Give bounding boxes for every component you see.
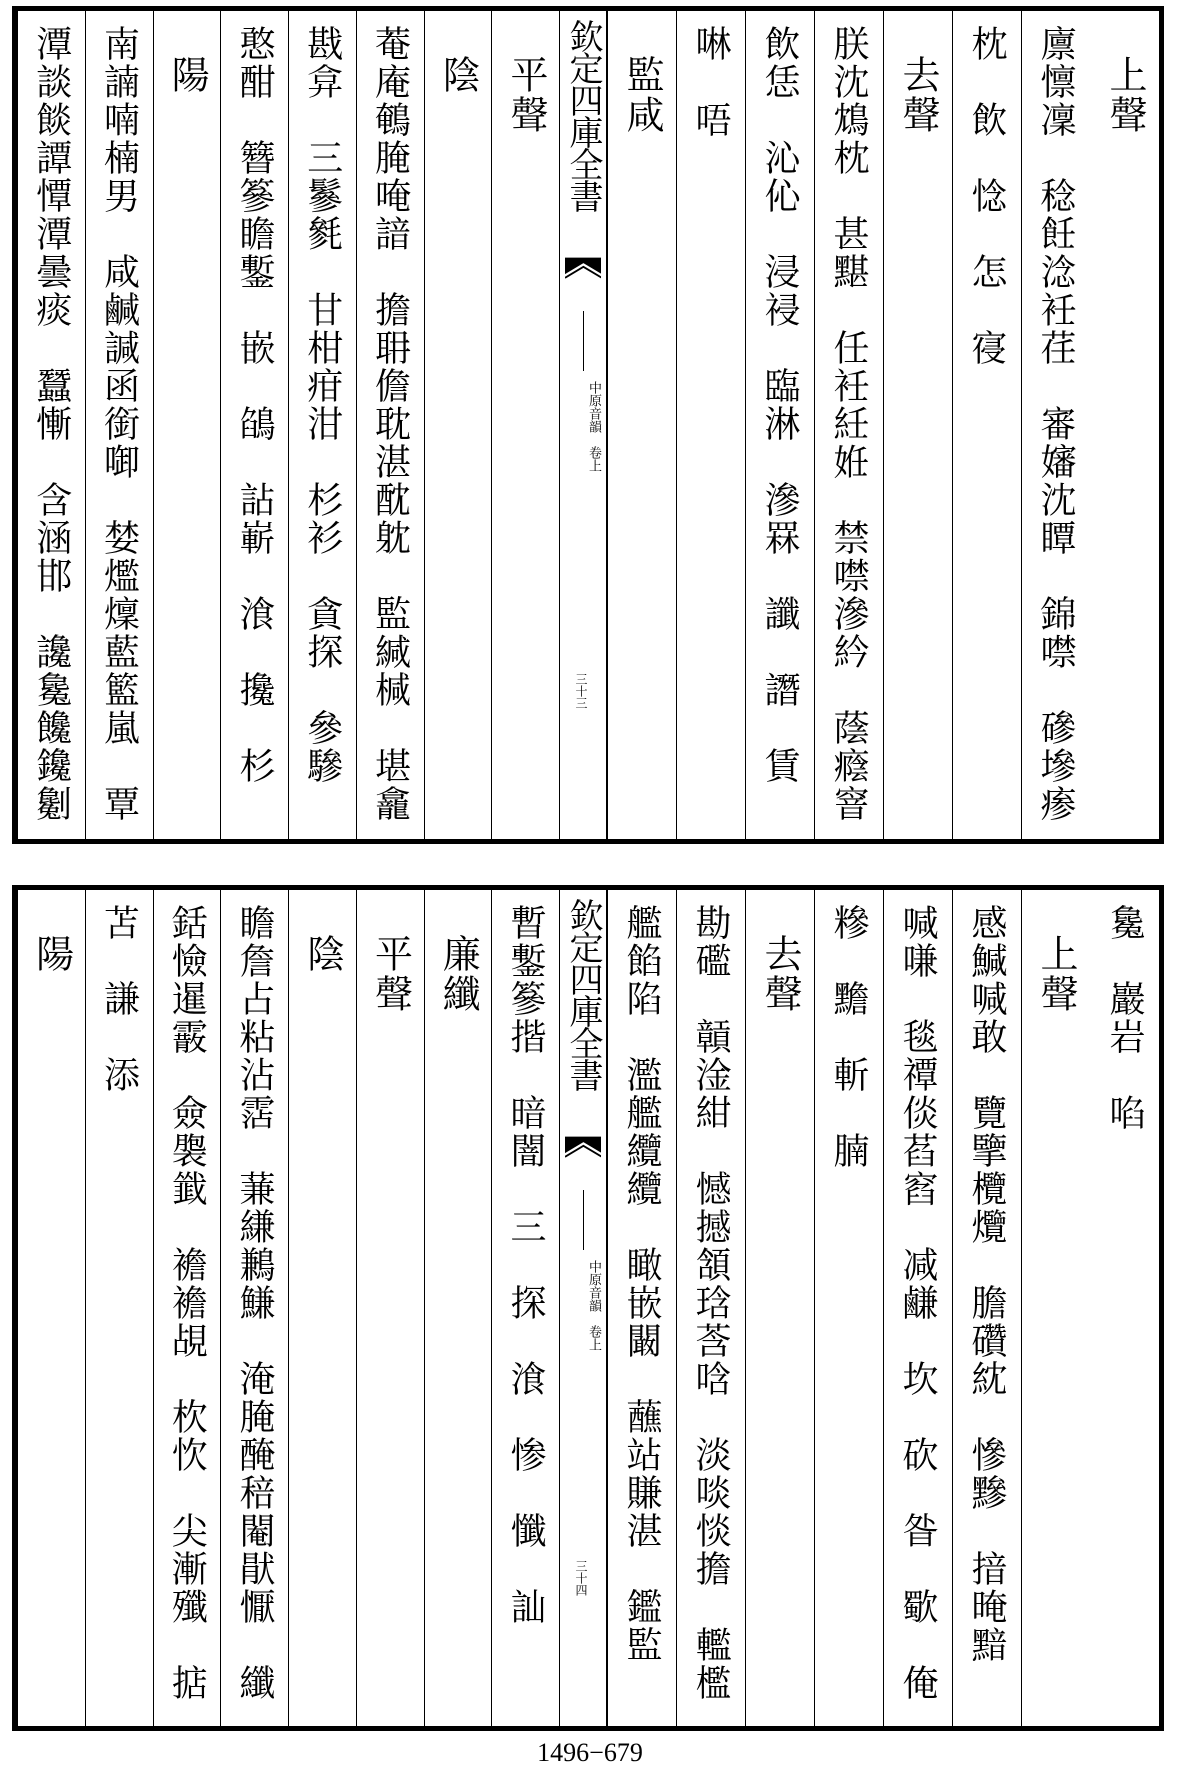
spine-title: 欽定四庫全書 [563, 898, 603, 1090]
column-heading: 陰 [436, 55, 481, 95]
text-column-c9 [491, 11, 559, 839]
page-footer-number: 1496−679 [537, 1738, 643, 1767]
spine-title: 欽定四庫全書 [563, 19, 603, 211]
column-heading: 廉纖 [436, 934, 481, 1014]
column-heading: 去聲 [758, 934, 802, 1014]
spine-volume: 卷上 [586, 1325, 601, 1351]
column-text: 勘礛 贑淦紺 憾撼頷琀莟唅 淡啖惔擔 轞檻 [690, 904, 731, 1702]
column-text: 喊嗛 毯禫倓萏窞 减鹻 坎 砍 昝 歜 俺 [897, 904, 938, 1702]
column-heading: 去聲 [896, 55, 940, 135]
text-column-b11 [356, 890, 424, 1726]
column-heading: 平聲 [368, 934, 413, 1014]
text-column-b16 [17, 890, 85, 1726]
spine-volume: 卷上 [586, 446, 601, 472]
text-column-c7 [676, 11, 745, 839]
text-column-c8 [607, 11, 676, 839]
column-text: 枕 飲 惗 怎 寑 [966, 25, 1007, 367]
text-column-c6 [745, 11, 814, 839]
column-text: 飲恁 沁伈 浸祲 臨淋 滲罧 讖 譖 賃 [759, 25, 800, 785]
fish-mouth-spine [559, 890, 607, 1726]
text-column-b13 [220, 890, 288, 1726]
text-column-c1 [1090, 11, 1159, 839]
text-column-c14 [153, 11, 221, 839]
text-column-b9 [491, 890, 559, 1726]
column-text: 潭談餤譚憛潭曇痰 蠶慚 含涵邯 讒毚饞鑱劖 [30, 25, 72, 823]
spine-book: 中原音韻 [586, 1260, 601, 1312]
fish-tail-mark-icon [565, 1135, 602, 1175]
text-column-b15 [85, 890, 153, 1726]
text-column-b4 [883, 890, 952, 1726]
column-text: 瞻詹占粘沾霑 蒹縑鶼鰜 淹腌醃稖閹猒懨 纖 [234, 904, 275, 1702]
text-column-c16 [17, 11, 85, 839]
column-text: 啉 唔 [690, 25, 731, 139]
spine-book-volume [564, 1260, 602, 1351]
column-text: 廪懔凜 稔飪淰衽荏 審嬸沈瞫 錦噤 磣墋瘆 [1035, 25, 1076, 823]
text-column-b1 [1090, 890, 1159, 1726]
column-text: 憨酣 簪篸瞻鏨 嵌 鵮 詀嶄 湌 攙 杉 [234, 25, 275, 785]
column-text: 糝 黵 斬 腩 [828, 904, 869, 1170]
fish-mouth-spine [559, 11, 607, 839]
text-column-c2 [1021, 11, 1090, 839]
column-text: 菴庵鵪腌唵諳 擔耼儋耽湛酖躭 監緘椷 堪龕 [369, 25, 411, 823]
bottom-page [12, 885, 1164, 1731]
column-text: 苫 謙 添 [98, 904, 140, 1094]
column-heading: 上聲 [1034, 934, 1078, 1014]
column-text: 感鰔喊敢 覽擥欖爦 膽礸紞 慘黲 揞晻黯 [966, 904, 1007, 1664]
column-text: 朕沈鴆枕 甚黮 任衽紝姙 禁噤滲紟 蔭癊窨 [828, 25, 869, 823]
column-text: 銛憸暹霰 僉褜韱 襜襜覘 杴忺 尖漸殲 掂 [166, 904, 208, 1702]
spine-book: 中原音韻 [586, 381, 601, 433]
text-column-c11 [356, 11, 424, 839]
text-column-c5 [814, 11, 883, 839]
text-column-b6 [745, 890, 814, 1726]
text-column-b2 [1021, 890, 1090, 1726]
spine-page-number: 三十四 [574, 1560, 588, 1596]
column-heading: 上聲 [1103, 55, 1147, 135]
text-column-b14 [153, 890, 221, 1726]
column-text: 戡弇 三鬖毿 甘柑疳泔 杉衫 貪探 參驂 [301, 25, 343, 785]
text-column-c10 [424, 11, 492, 839]
column-text: 艦餡陷 濫艦纜纜 瞰嵌闞 蘸站賺湛 鑑監 [621, 904, 662, 1664]
column-text: 南諵喃楠男 咸鹹諴函銜啣 婪爁燣藍籃嵐 覃 [98, 25, 140, 823]
spine-page-number: 三十三 [574, 673, 588, 709]
column-text: 毚 巖岩 啗 [1104, 904, 1145, 1132]
fish-tail-mark-icon [565, 256, 602, 296]
text-column-b3 [952, 890, 1021, 1726]
text-column-c13 [220, 11, 288, 839]
text-column-b7 [676, 890, 745, 1726]
text-column-b8 [607, 890, 676, 1726]
top-page [12, 6, 1164, 844]
text-column-b5 [814, 890, 883, 1726]
text-column-c3 [952, 11, 1021, 839]
column-heading: 陰 [300, 934, 345, 974]
column-text: 暫鏨篸揩 暗闇 三 探 湌 惨 懺 訕 [505, 904, 546, 1626]
text-column-c4 [883, 11, 952, 839]
text-column-b12 [288, 890, 356, 1726]
column-heading: 陽 [29, 934, 74, 974]
spine-book-volume [564, 381, 602, 472]
text-column-c15 [85, 11, 153, 839]
text-column-b10 [424, 890, 492, 1726]
text-column-c12 [288, 11, 356, 839]
column-heading: 監咸 [620, 55, 664, 135]
column-heading: 平聲 [504, 55, 548, 135]
column-heading: 陽 [165, 55, 210, 95]
